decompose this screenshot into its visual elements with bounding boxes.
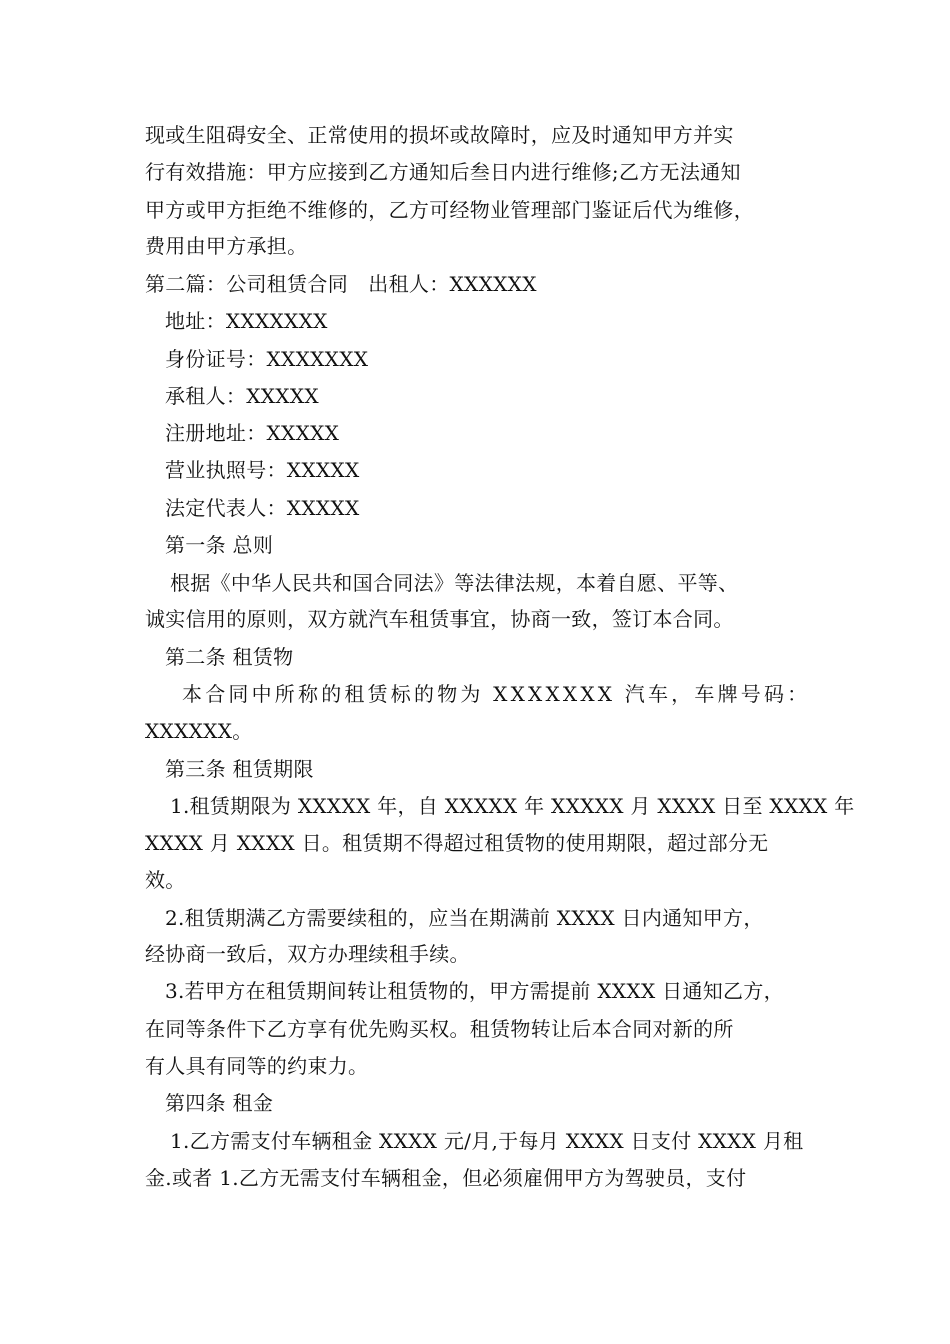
registered-address: 注册地址：XXXXX bbox=[165, 421, 340, 445]
body-line: XXXX 月 XXXX 日。租赁期不得超过租赁物的使用期限，超过部分无 bbox=[145, 831, 769, 855]
body-line: 现或生阻碍安全、正常使用的损坏或故障时，应及时通知甲方并实 bbox=[145, 123, 734, 147]
body-line: 经协商一致后，双方办理续租手续。 bbox=[145, 942, 470, 966]
body-line: 2.租赁期满乙方需要续租的，应当在期满前 XXXX 日内通知甲方， bbox=[165, 906, 764, 930]
article-heading: 第四条 租金 bbox=[165, 1091, 274, 1115]
body-line: 效。 bbox=[145, 868, 186, 892]
body-line: 1.租赁期限为 XXXXX 年，自 XXXXX 年 XXXXX 月 XXXX 日至 XXXX 年 bbox=[170, 794, 855, 818]
article-heading: 第三条 租赁期限 bbox=[165, 757, 314, 781]
lessee: 承租人：XXXXX bbox=[165, 384, 319, 408]
article-heading: 第一条 总则 bbox=[165, 533, 274, 557]
body-line: 有人具有同等的约束力。 bbox=[145, 1054, 369, 1078]
section-title: 第二篇：公司租赁合同 出租人：XXXXXX bbox=[145, 272, 537, 296]
body-line: 1.乙方需支付车辆租金 XXXX 元/月,于每月 XXXX 日支付 XXXX 月租 bbox=[170, 1129, 804, 1153]
body-line: 根据《中华人民共和国合同法》等法律法规，本着自愿、平等、 bbox=[170, 571, 739, 595]
party-id-number: 身份证号：XXXXXXX bbox=[165, 347, 369, 371]
body-line: 甲方或甲方拒绝不维修的，乙方可经物业管理部门鉴证后代为维修， bbox=[145, 198, 754, 222]
body-line: 费用由甲方承担。 bbox=[145, 234, 308, 258]
article-heading: 第二条 租赁物 bbox=[165, 645, 294, 669]
body-line: 诚实信用的原则，双方就汽车租赁事宜，协商一致，签订本合同。 bbox=[145, 607, 734, 631]
legal-representative: 法定代表人：XXXXX bbox=[165, 496, 360, 520]
body-line: XXXXXX。 bbox=[145, 719, 253, 743]
party-address: 地址：XXXXXXX bbox=[165, 309, 328, 333]
body-line: 在同等条件下乙方享有优先购买权。租赁物转让后本合同对新的所 bbox=[145, 1017, 734, 1041]
body-line: 金.或者 1.乙方无需支付车辆租金，但必须雇佣甲方为驾驶员，支付 bbox=[145, 1166, 747, 1190]
business-license-number: 营业执照号：XXXXX bbox=[165, 458, 360, 482]
body-line: 3.若甲方在租赁期间转让租赁物的，甲方需提前 XXXX 日通知乙方， bbox=[165, 979, 784, 1003]
body-line: 行有效措施：甲方应接到乙方通知后叁日内进行维修;乙方无法通知 bbox=[145, 160, 741, 184]
body-line: 本合同中所称的租赁标的物为 XXXXXXX 汽车，车牌号码： bbox=[182, 682, 811, 706]
